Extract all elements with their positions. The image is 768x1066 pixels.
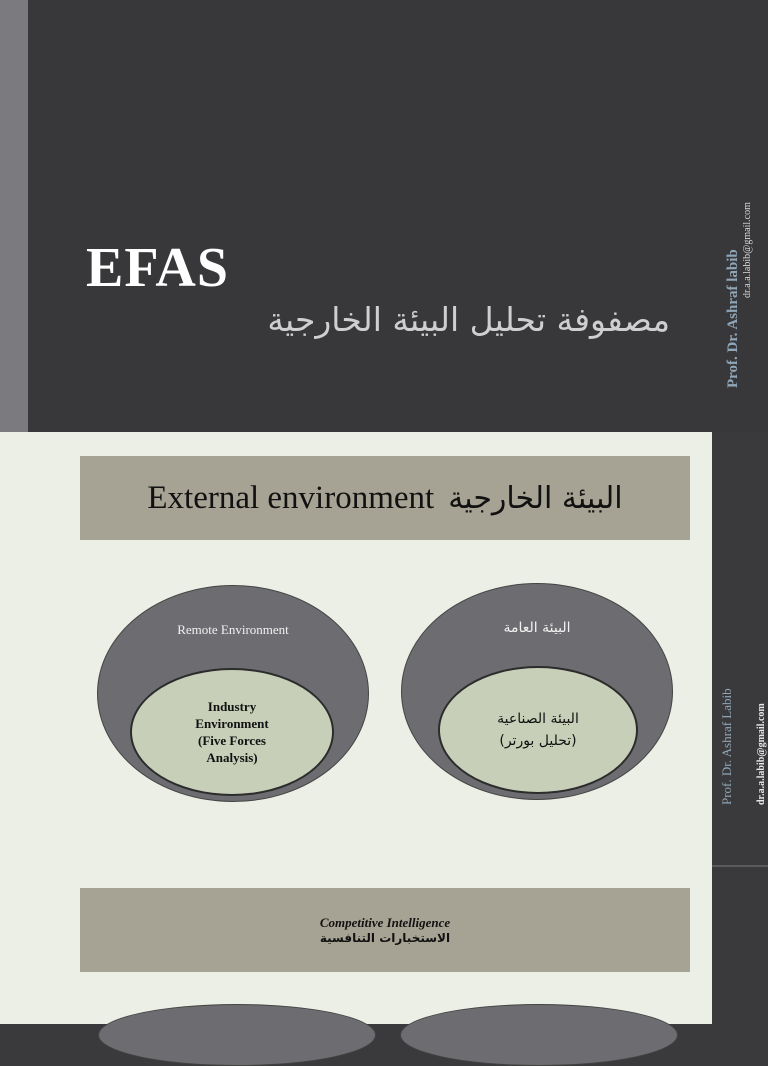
banner-title-en: External environment <box>147 479 435 516</box>
competitive-intelligence-banner <box>80 888 690 972</box>
industry-line: (Five Forces <box>198 733 266 748</box>
slide-subtitle: مصفوفة تحليل البيئة الخارجية <box>267 300 670 339</box>
industry-line: Environment <box>195 716 269 731</box>
general-environment-label: البيئة العامة <box>503 620 571 636</box>
bottom-oval-right <box>400 1004 678 1066</box>
sidebar-divider <box>712 865 768 867</box>
industry-ar-line: البيئة الصناعية <box>497 711 579 727</box>
slide-title: EFAS <box>86 237 229 299</box>
industry-environment-oval <box>130 668 334 796</box>
industry-line: Industry <box>207 699 257 714</box>
banner-title-ar: البيئة الخارجية <box>448 480 623 516</box>
author-credit-2: Prof. Dr. Ashraf Labib <box>719 688 734 805</box>
left-accent-bar <box>0 0 28 432</box>
remote-environment-oval <box>97 585 369 802</box>
author-credit: Prof. Dr. Ashraf labib <box>725 249 741 388</box>
author-email-2: dr.a.a.labib@gmail.com <box>756 703 767 805</box>
ci-title-en: Competitive Intelligence <box>319 915 451 930</box>
author-email: dr.a.a.labib@gmail.com <box>742 202 753 298</box>
general-environment-oval <box>401 583 673 800</box>
ci-title-ar: الاستخبارات التنافسية <box>319 931 451 945</box>
industry-environment-ar-oval <box>438 666 638 794</box>
industry-line: Analysis) <box>206 750 258 765</box>
title-slide <box>0 0 768 432</box>
external-environment-banner <box>80 456 690 540</box>
industry-ar-line: (تحليل بورتر) <box>499 733 577 749</box>
remote-environment-label: Remote Environment <box>177 622 289 637</box>
bottom-oval-left <box>98 1004 376 1066</box>
